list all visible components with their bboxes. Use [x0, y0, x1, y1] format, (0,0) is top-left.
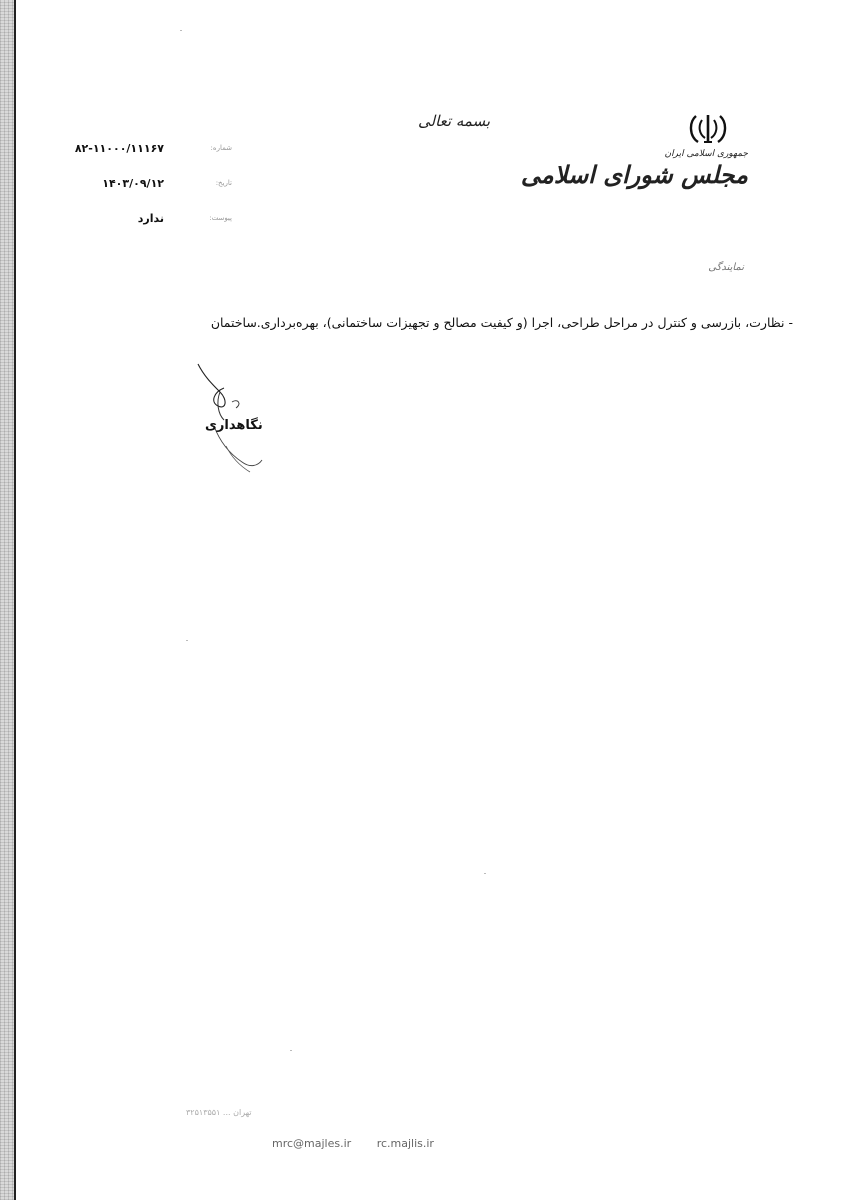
footer-contacts [272, 1137, 456, 1150]
meta-date-row [70, 177, 240, 212]
letter-number: ۸۲-۱۱۰۰۰/۱۱۱۶۷ [74, 142, 164, 155]
meta-number-row [70, 142, 240, 177]
scan-speck [484, 873, 486, 874]
scan-speck [186, 640, 188, 641]
letter-date-label: تاریخ: [215, 179, 232, 187]
letter-meta [70, 142, 240, 247]
scan-speck [290, 1050, 292, 1051]
logo-parliament: مجلس شورای اسلامی [520, 160, 748, 189]
logo-subline: نمایندگی [708, 262, 744, 273]
footer-website: rc.majlis.ir [376, 1137, 434, 1150]
scan-edge-line [14, 0, 16, 1200]
parliament-logo [520, 112, 748, 189]
footer-email: mrc@majles.ir [272, 1137, 352, 1150]
body-text: - نظارت، بازرسی و کنترل در مراحل طراحی، اجرا (و کیفیت مصالح و تجهیزات ساختمانی)، بهره‌برداری.ساختمان [210, 315, 793, 330]
letter-number-label: شماره: [210, 144, 232, 152]
logo-country: جمهوری اسلامی ایران [664, 149, 748, 159]
footer-address: تهران ... ۳۲۵۱۳۵۵۱ [186, 1108, 252, 1117]
letter-attachment: ندارد [137, 212, 164, 225]
meta-attachment-row [70, 212, 240, 247]
invocation: بسمه تعالی [418, 112, 491, 130]
signature-word: نگاهداری [205, 418, 263, 433]
letter-attachment-label: پیوست: [209, 214, 232, 222]
emblem-icon [686, 112, 730, 146]
letter-date: ۱۴۰۳/۰۹/۱۲ [102, 177, 164, 190]
scan-speck [180, 30, 182, 31]
